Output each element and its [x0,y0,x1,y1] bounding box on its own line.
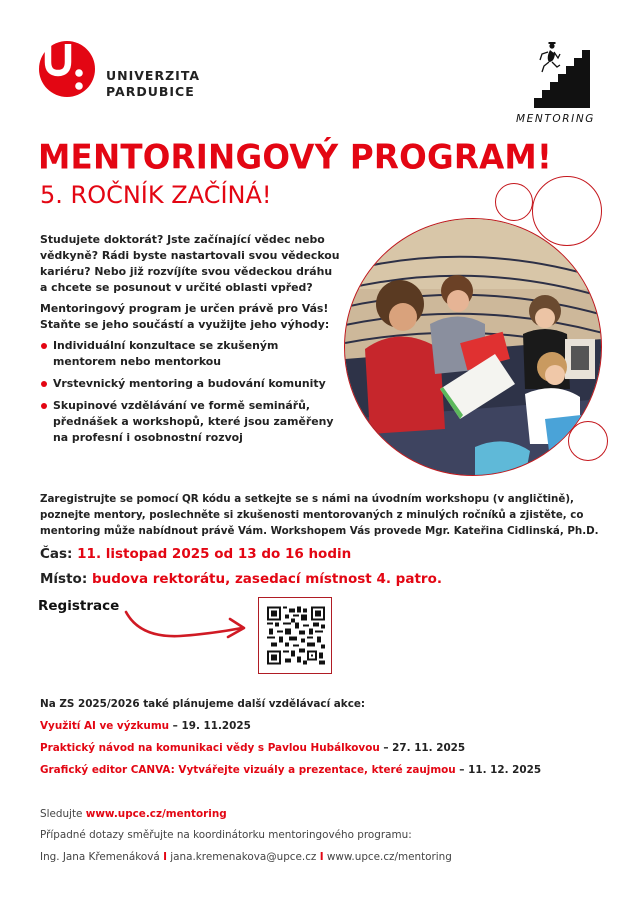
benefit-text: Skupinové vzdělávání ve formě seminářů, přednášek a workshopů, které jsou zaměřeny na profesní i osobnostní rozvoj [53,399,334,444]
qr-code-icon [267,605,325,666]
event-title: Praktický návod na komunikaci vědy s Pavlou Hubálkovou [40,742,380,754]
questions-line: Případné dotazy směřujte na koordinátorku mentoringového programu: [40,829,412,841]
intro-section [40,232,340,452]
event-item [40,742,465,754]
bullet-dot-icon [41,381,47,387]
bullet-dot-icon [41,343,47,349]
benefit-text: Individuální konzultace se zkušeným mentorem nebo mentorkou [53,339,279,368]
workshop-time [40,546,351,562]
follow-prefix: Sledujte [40,808,86,820]
benefit-item [40,398,340,446]
intro-paragraph-1: Studujete doktorát? Jste začínající vědec nebo vědkyně? Rádi byste nastartovali svou vědeckou kariéru? Nebo již rozvíjíte svou vědeckou dráhu a chcete se posunout v určité oblasti vpřed? [40,233,340,294]
place-label: Místo: [40,571,88,587]
students-photo-illustration [345,219,602,476]
benefits-list [40,338,340,446]
intro-paragraph-2: Mentoringový program je určen právě pro Vás! Staňte se jeho součástí a využijte jeho výhody: [40,302,330,331]
contact-web-link[interactable]: www.upce.cz/mentoring [326,851,452,863]
registration-label: Registrace [38,598,120,614]
benefit-text: Vrstevnický mentoring a budování komunity [53,377,326,390]
separator: I [319,851,324,863]
event-date: – 27. 11. 2025 [379,742,466,754]
event-title: Využití AI ve výzkumu [40,720,170,732]
upce-logo-icon [38,40,96,98]
university-name-line1: UNIVERZITA [106,68,201,83]
curved-arrow-right-icon [120,606,250,646]
contact-email-link[interactable]: jana.kremenakova@upce.cz [170,851,317,863]
follow-line [40,808,227,820]
contact-name: Ing. Jana Křemenáková [40,851,160,863]
time-value: 11. listopad 2025 od 13 do 16 hodin [77,546,352,562]
page-title: MENTORINGOVÝ PROGRAM! [38,137,552,177]
contact-line [40,851,452,863]
mentoring-logo-text: MENTORING [516,113,596,125]
event-title: Grafický editor CANVA: Vytvářejte vizuály a prezentace, které zaujmou [40,764,456,776]
benefit-item [40,376,340,392]
decorative-ring-small [495,183,533,221]
event-date: – 19. 11.2025 [169,720,251,732]
university-name-line2: PARDUBICE [106,84,195,99]
benefit-item [40,338,340,370]
decorative-ring-large [532,176,602,246]
mentoring-logo [528,40,598,110]
place-value: budova rektorátu, zasedací místnost 4. patro. [91,571,442,587]
events-heading: Na ZS 2025/2026 také plánujeme další vzdělávací akce: [40,698,366,710]
university-logo [38,40,96,98]
event-item [40,764,541,776]
registration-qr-code[interactable] [258,597,332,674]
separator: I [163,851,167,863]
figure-climbing-stairs-icon [528,40,598,110]
bullet-dot-icon [41,403,47,409]
event-item [40,720,251,732]
event-date: – 11. 12. 2025 [455,764,542,776]
time-label: Čas: [40,546,73,562]
university-name [106,68,200,100]
page-subtitle: 5. ROČNÍK ZAČÍNÁ! [40,181,272,209]
students-photo [344,218,602,476]
workshop-description: Zaregistrujte se pomocí QR kódu a setkejte se s námi na úvodním workshopu (v angličtině), poznejte mentory, poslechněte si zkušenosti mentorovaných z minulých ročníků a zjistěte, co mentoring může nabídnout právě Vám. Workshopem Vás provede Mgr. Kateřina Cidlinská, Ph.D. [40,493,599,537]
workshop-place [40,571,442,587]
follow-link[interactable]: www.upce.cz/mentoring [85,808,227,820]
